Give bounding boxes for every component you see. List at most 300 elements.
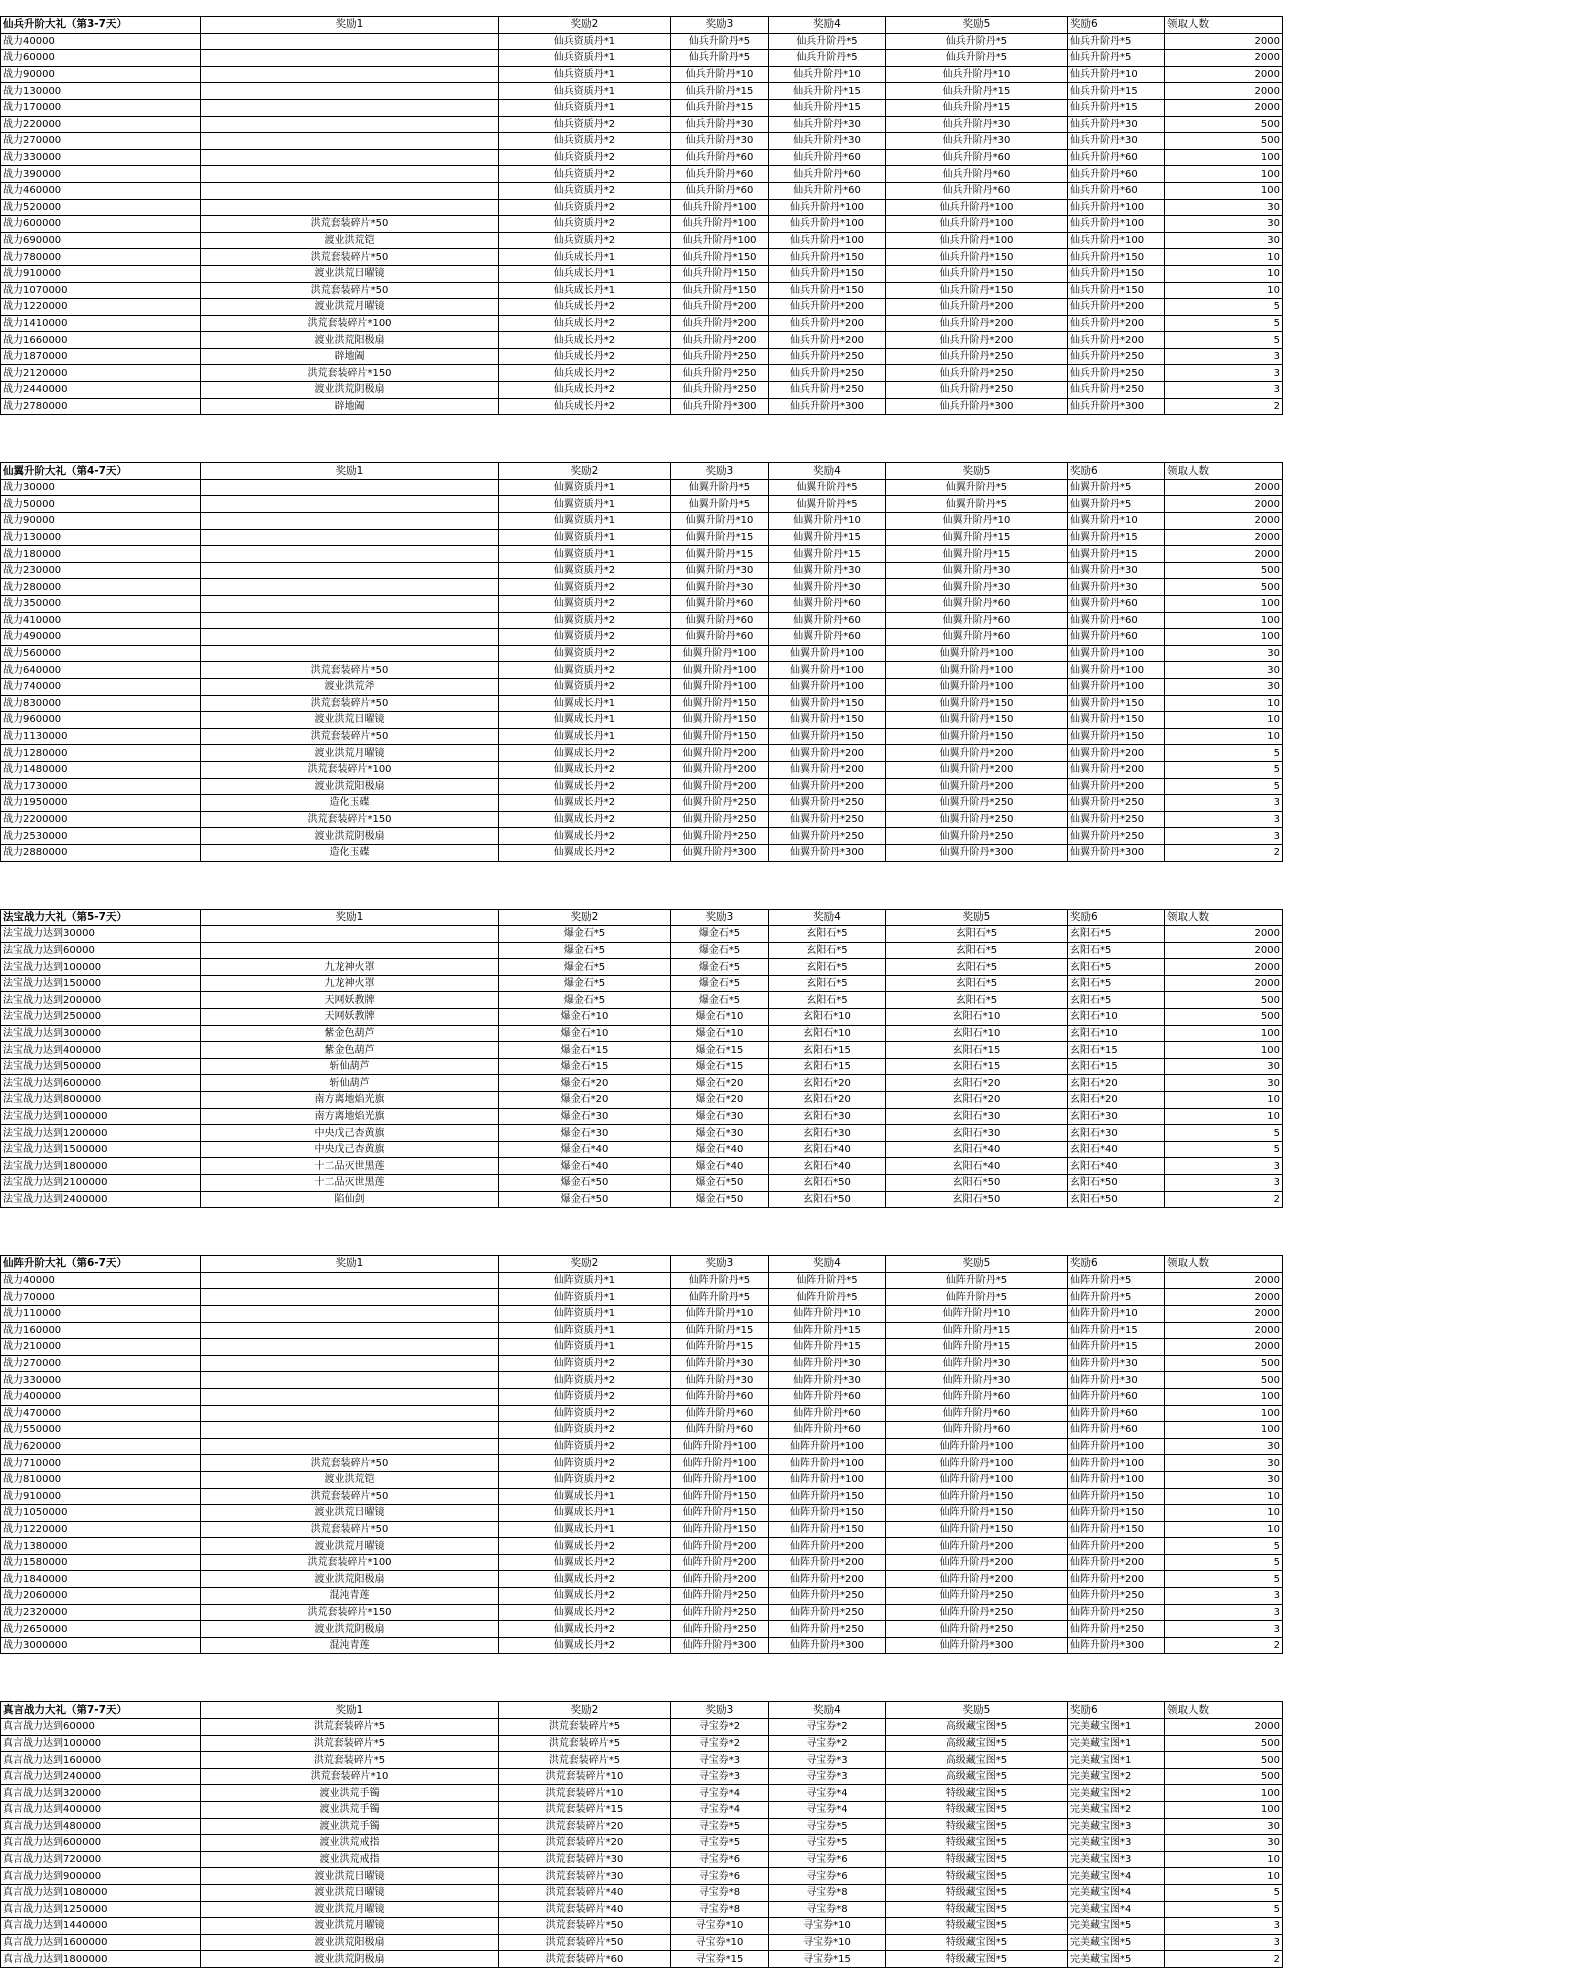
column-header[interactable]: 领取人数: [1165, 463, 1283, 480]
reward-cell[interactable]: 混沌青莲: [201, 1588, 499, 1605]
reward-cell[interactable]: 爆金石*5: [499, 942, 671, 959]
reward-cell[interactable]: 仙翼资质丹*1: [499, 529, 671, 546]
reward-cell[interactable]: 仙翼升阶丹*5: [671, 479, 769, 496]
reward-cell[interactable]: 仙兵升阶丹*150: [1068, 265, 1165, 282]
row-label-cell[interactable]: 战力1050000: [1, 1505, 201, 1522]
reward-cell[interactable]: 寻宝券*6: [671, 1851, 769, 1868]
row-label-cell[interactable]: 战力90000: [1, 66, 201, 83]
row-label-cell[interactable]: 战力1220000: [1, 1521, 201, 1538]
reward-cell[interactable]: 玄阳石*30: [1068, 1108, 1165, 1125]
row-label-cell[interactable]: 战力270000: [1, 1355, 201, 1372]
reward-cell[interactable]: 仙翼升阶丹*100: [769, 678, 886, 695]
reward-cell[interactable]: 仙翼成长丹*2: [499, 795, 671, 812]
reward-cell[interactable]: 渡业洪荒戒指: [201, 1851, 499, 1868]
claim-count-cell[interactable]: 3: [1165, 828, 1283, 845]
row-label-cell[interactable]: 战力1220000: [1, 299, 201, 316]
reward-cell[interactable]: 仙兵升阶丹*250: [769, 382, 886, 399]
reward-cell[interactable]: [201, 529, 499, 546]
reward-cell[interactable]: 寻宝券*8: [671, 1884, 769, 1901]
reward-cell[interactable]: 仙兵升阶丹*100: [886, 216, 1068, 233]
reward-cell[interactable]: 仙兵升阶丹*60: [769, 182, 886, 199]
reward-cell[interactable]: 爆金石*15: [671, 1042, 769, 1059]
table-title[interactable]: 仙翼升阶大礼（第4-7天）: [1, 463, 201, 480]
reward-cell[interactable]: 玄阳石*5: [1068, 992, 1165, 1009]
reward-cell[interactable]: 渡业洪荒日曜镜: [201, 1884, 499, 1901]
reward-cell[interactable]: 爆金石*30: [671, 1108, 769, 1125]
reward-cell[interactable]: 仙阵升阶丹*30: [769, 1355, 886, 1372]
reward-cell[interactable]: 仙翼升阶丹*200: [769, 761, 886, 778]
reward-cell[interactable]: 仙阵升阶丹*200: [769, 1538, 886, 1555]
claim-count-cell[interactable]: 3: [1165, 1158, 1283, 1175]
claim-count-cell[interactable]: 100: [1165, 1388, 1283, 1405]
reward-cell[interactable]: 寻宝券*4: [671, 1802, 769, 1819]
reward-cell[interactable]: 仙兵升阶丹*60: [1068, 182, 1165, 199]
row-label-cell[interactable]: 战力1660000: [1, 332, 201, 349]
reward-cell[interactable]: 完美藏宝图*2: [1068, 1768, 1165, 1785]
row-label-cell[interactable]: 法宝战力达到1800000: [1, 1158, 201, 1175]
reward-cell[interactable]: 仙翼升阶丹*30: [769, 562, 886, 579]
reward-cell[interactable]: 特级藏宝图*5: [886, 1851, 1068, 1868]
reward-cell[interactable]: 仙翼升阶丹*30: [1068, 562, 1165, 579]
reward-cell[interactable]: 仙阵升阶丹*5: [886, 1272, 1068, 1289]
reward-cell[interactable]: 仙阵升阶丹*60: [769, 1388, 886, 1405]
reward-cell[interactable]: 玄阳石*20: [886, 1075, 1068, 1092]
reward-cell[interactable]: 仙阵升阶丹*10: [769, 1305, 886, 1322]
claim-count-cell[interactable]: 500: [1165, 579, 1283, 596]
reward-cell[interactable]: 洪荒套装碎片*50: [201, 282, 499, 299]
reward-cell[interactable]: 仙兵升阶丹*60: [671, 182, 769, 199]
reward-cell[interactable]: 仙兵升阶丹*15: [769, 99, 886, 116]
reward-cell[interactable]: 仙兵升阶丹*15: [1068, 83, 1165, 100]
reward-cell[interactable]: 玄阳石*30: [886, 1125, 1068, 1142]
reward-cell[interactable]: 洪荒套装碎片*5: [499, 1735, 671, 1752]
row-label-cell[interactable]: 法宝战力达到250000: [1, 1009, 201, 1026]
reward-cell[interactable]: 仙翼升阶丹*15: [886, 529, 1068, 546]
reward-cell[interactable]: 特级藏宝图*5: [886, 1868, 1068, 1885]
row-label-cell[interactable]: 法宝战力达到500000: [1, 1058, 201, 1075]
reward-cell[interactable]: 爆金石*10: [671, 1025, 769, 1042]
reward-cell[interactable]: 仙阵升阶丹*100: [886, 1471, 1068, 1488]
reward-cell[interactable]: 寻宝券*3: [769, 1768, 886, 1785]
reward-cell[interactable]: 完美藏宝图*5: [1068, 1934, 1165, 1951]
reward-cell[interactable]: 仙阵升阶丹*100: [1068, 1471, 1165, 1488]
claim-count-cell[interactable]: 2000: [1165, 1339, 1283, 1356]
column-header[interactable]: 奖励1: [201, 463, 499, 480]
claim-count-cell[interactable]: 2: [1165, 398, 1283, 415]
claim-count-cell[interactable]: 100: [1165, 596, 1283, 613]
reward-cell[interactable]: 高级藏宝图*5: [886, 1768, 1068, 1785]
reward-cell[interactable]: 仙翼升阶丹*100: [671, 678, 769, 695]
reward-cell[interactable]: 仙阵升阶丹*15: [769, 1322, 886, 1339]
reward-cell[interactable]: 仙翼升阶丹*250: [769, 795, 886, 812]
reward-cell[interactable]: 南方离地焰光旗: [201, 1092, 499, 1109]
reward-cell[interactable]: 渡业洪荒阳极扇: [201, 1934, 499, 1951]
reward-cell[interactable]: 爆金石*10: [671, 1009, 769, 1026]
reward-cell[interactable]: 仙阵升阶丹*5: [886, 1289, 1068, 1306]
reward-cell[interactable]: 玄阳石*20: [1068, 1075, 1165, 1092]
reward-cell[interactable]: [201, 83, 499, 100]
reward-cell[interactable]: 九龙神火罩: [201, 959, 499, 976]
reward-cell[interactable]: 仙翼升阶丹*150: [1068, 712, 1165, 729]
reward-cell[interactable]: 仙阵升阶丹*60: [886, 1422, 1068, 1439]
reward-cell[interactable]: 完美藏宝图*2: [1068, 1802, 1165, 1819]
reward-cell[interactable]: 寻宝券*3: [769, 1752, 886, 1769]
reward-cell[interactable]: 仙翼升阶丹*250: [1068, 811, 1165, 828]
reward-cell[interactable]: 爆金石*40: [499, 1141, 671, 1158]
reward-cell[interactable]: 仙阵升阶丹*100: [886, 1438, 1068, 1455]
column-header[interactable]: 奖励3: [671, 1702, 769, 1719]
claim-count-cell[interactable]: 2000: [1165, 1289, 1283, 1306]
reward-cell[interactable]: 玄阳石*15: [886, 1058, 1068, 1075]
reward-cell[interactable]: 仙翼成长丹*2: [499, 811, 671, 828]
reward-cell[interactable]: 玄阳石*5: [1068, 975, 1165, 992]
reward-cell[interactable]: 紫金色葫芦: [201, 1025, 499, 1042]
reward-cell[interactable]: 混沌青莲: [201, 1637, 499, 1654]
reward-cell[interactable]: 仙阵升阶丹*60: [1068, 1422, 1165, 1439]
reward-cell[interactable]: 仙阵升阶丹*15: [886, 1322, 1068, 1339]
reward-cell[interactable]: 寻宝券*5: [671, 1835, 769, 1852]
reward-cell[interactable]: 仙阵升阶丹*100: [769, 1471, 886, 1488]
reward-cell[interactable]: [201, 133, 499, 150]
reward-cell[interactable]: 仙兵升阶丹*5: [886, 50, 1068, 67]
reward-cell[interactable]: 仙阵升阶丹*5: [1068, 1272, 1165, 1289]
row-label-cell[interactable]: 真言战力达到1600000: [1, 1934, 201, 1951]
reward-cell[interactable]: 仙翼成长丹*2: [499, 745, 671, 762]
reward-cell[interactable]: 爆金石*15: [671, 1058, 769, 1075]
reward-cell[interactable]: 仙兵资质丹*1: [499, 33, 671, 50]
reward-cell[interactable]: [201, 612, 499, 629]
claim-count-cell[interactable]: 2000: [1165, 1322, 1283, 1339]
reward-cell[interactable]: 特级藏宝图*5: [886, 1818, 1068, 1835]
reward-cell[interactable]: 仙兵升阶丹*150: [1068, 282, 1165, 299]
reward-cell[interactable]: 仙兵资质丹*1: [499, 50, 671, 67]
row-label-cell[interactable]: 法宝战力达到400000: [1, 1042, 201, 1059]
reward-cell[interactable]: 完美藏宝图*5: [1068, 1951, 1165, 1968]
reward-cell[interactable]: 渡业洪荒日曜镜: [201, 265, 499, 282]
reward-cell[interactable]: 仙兵升阶丹*100: [769, 232, 886, 249]
reward-cell[interactable]: 仙翼升阶丹*15: [1068, 529, 1165, 546]
row-label-cell[interactable]: 战力2880000: [1, 844, 201, 861]
reward-cell[interactable]: 仙阵升阶丹*15: [671, 1339, 769, 1356]
row-label-cell[interactable]: 战力60000: [1, 50, 201, 67]
reward-cell[interactable]: 爆金石*20: [499, 1075, 671, 1092]
claim-count-cell[interactable]: 100: [1165, 182, 1283, 199]
claim-count-cell[interactable]: 5: [1165, 745, 1283, 762]
reward-cell[interactable]: 仙翼升阶丹*100: [886, 662, 1068, 679]
claim-count-cell[interactable]: 5: [1165, 1571, 1283, 1588]
reward-cell[interactable]: 仙翼升阶丹*250: [886, 811, 1068, 828]
reward-cell[interactable]: 仙翼升阶丹*10: [1068, 513, 1165, 530]
reward-cell[interactable]: 玄阳石*10: [1068, 1009, 1165, 1026]
reward-cell[interactable]: 仙阵升阶丹*10: [1068, 1305, 1165, 1322]
reward-cell[interactable]: 爆金石*30: [499, 1108, 671, 1125]
reward-cell[interactable]: 仙兵升阶丹*15: [671, 99, 769, 116]
reward-cell[interactable]: 仙阵升阶丹*5: [769, 1272, 886, 1289]
reward-cell[interactable]: 仙兵升阶丹*30: [769, 116, 886, 133]
reward-cell[interactable]: 仙阵升阶丹*300: [671, 1637, 769, 1654]
reward-cell[interactable]: 渡业洪荒月曜镜: [201, 1538, 499, 1555]
claim-count-cell[interactable]: 3: [1165, 382, 1283, 399]
claim-count-cell[interactable]: 500: [1165, 116, 1283, 133]
reward-cell[interactable]: 仙翼升阶丹*200: [769, 745, 886, 762]
reward-cell[interactable]: 仙翼升阶丹*200: [671, 761, 769, 778]
reward-cell[interactable]: 仙兵升阶丹*250: [769, 348, 886, 365]
claim-count-cell[interactable]: 10: [1165, 1488, 1283, 1505]
claim-count-cell[interactable]: 2000: [1165, 959, 1283, 976]
reward-cell[interactable]: 仙阵升阶丹*150: [671, 1505, 769, 1522]
claim-count-cell[interactable]: 10: [1165, 282, 1283, 299]
reward-cell[interactable]: 仙兵成长丹*2: [499, 398, 671, 415]
reward-cell[interactable]: 仙翼资质丹*2: [499, 579, 671, 596]
reward-cell[interactable]: 仙翼升阶丹*150: [769, 728, 886, 745]
claim-count-cell[interactable]: 5: [1165, 1884, 1283, 1901]
row-label-cell[interactable]: 战力2650000: [1, 1621, 201, 1638]
claim-count-cell[interactable]: 2000: [1165, 546, 1283, 563]
reward-cell[interactable]: 完美藏宝图*1: [1068, 1752, 1165, 1769]
claim-count-cell[interactable]: 30: [1165, 678, 1283, 695]
row-label-cell[interactable]: 战力330000: [1, 149, 201, 166]
reward-cell[interactable]: 仙翼升阶丹*250: [886, 795, 1068, 812]
reward-cell[interactable]: 爆金石*5: [499, 926, 671, 943]
reward-cell[interactable]: 洪荒套装碎片*100: [201, 761, 499, 778]
claim-count-cell[interactable]: 2: [1165, 1191, 1283, 1208]
reward-cell[interactable]: 洪荒套装碎片*10: [499, 1785, 671, 1802]
reward-cell[interactable]: 仙阵升阶丹*250: [886, 1588, 1068, 1605]
row-label-cell[interactable]: 战力1410000: [1, 315, 201, 332]
row-label-cell[interactable]: 战力270000: [1, 133, 201, 150]
reward-cell[interactable]: 爆金石*5: [671, 992, 769, 1009]
reward-cell[interactable]: 仙阵资质丹*2: [499, 1455, 671, 1472]
row-label-cell[interactable]: 法宝战力达到800000: [1, 1092, 201, 1109]
row-label-cell[interactable]: 战力410000: [1, 612, 201, 629]
reward-cell[interactable]: 仙阵升阶丹*100: [671, 1455, 769, 1472]
reward-cell[interactable]: 玄阳石*5: [886, 992, 1068, 1009]
reward-cell[interactable]: 仙翼升阶丹*200: [769, 778, 886, 795]
reward-cell[interactable]: 仙阵升阶丹*200: [886, 1571, 1068, 1588]
reward-cell[interactable]: [201, 1388, 499, 1405]
reward-cell[interactable]: 仙兵升阶丹*300: [671, 398, 769, 415]
row-label-cell[interactable]: 战力280000: [1, 579, 201, 596]
reward-cell[interactable]: [201, 496, 499, 513]
reward-cell[interactable]: 仙兵升阶丹*30: [886, 133, 1068, 150]
reward-cell[interactable]: 仙兵升阶丹*300: [769, 398, 886, 415]
reward-cell[interactable]: 玄阳石*5: [769, 975, 886, 992]
reward-cell[interactable]: 仙兵升阶丹*200: [1068, 332, 1165, 349]
reward-cell[interactable]: 仙翼升阶丹*30: [671, 579, 769, 596]
reward-cell[interactable]: 仙兵升阶丹*100: [671, 232, 769, 249]
claim-count-cell[interactable]: 500: [1165, 1768, 1283, 1785]
reward-cell[interactable]: 完美藏宝图*4: [1068, 1884, 1165, 1901]
reward-cell[interactable]: [201, 479, 499, 496]
reward-cell[interactable]: 特级藏宝图*5: [886, 1934, 1068, 1951]
claim-count-cell[interactable]: 30: [1165, 1471, 1283, 1488]
reward-cell[interactable]: [201, 149, 499, 166]
column-header[interactable]: 奖励1: [201, 17, 499, 34]
column-header[interactable]: 领取人数: [1165, 1702, 1283, 1719]
claim-count-cell[interactable]: 30: [1165, 1835, 1283, 1852]
claim-count-cell[interactable]: 2000: [1165, 1719, 1283, 1736]
reward-cell[interactable]: 仙兵升阶丹*10: [1068, 66, 1165, 83]
column-header[interactable]: 奖励2: [499, 1256, 671, 1273]
reward-cell[interactable]: 洪荒套装碎片*150: [201, 365, 499, 382]
reward-cell[interactable]: [201, 1422, 499, 1439]
reward-cell[interactable]: 仙阵升阶丹*30: [886, 1372, 1068, 1389]
reward-cell[interactable]: 仙阵资质丹*2: [499, 1388, 671, 1405]
claim-count-cell[interactable]: 5: [1165, 315, 1283, 332]
reward-cell[interactable]: 仙阵升阶丹*300: [886, 1637, 1068, 1654]
reward-cell[interactable]: 玄阳石*10: [1068, 1025, 1165, 1042]
reward-cell[interactable]: 寻宝券*5: [769, 1835, 886, 1852]
row-label-cell[interactable]: 战力210000: [1, 1339, 201, 1356]
reward-cell[interactable]: 仙兵升阶丹*15: [769, 83, 886, 100]
reward-cell[interactable]: 仙翼升阶丹*300: [769, 844, 886, 861]
reward-cell[interactable]: 仙翼资质丹*1: [499, 546, 671, 563]
reward-cell[interactable]: [201, 579, 499, 596]
reward-cell[interactable]: 仙阵升阶丹*250: [886, 1621, 1068, 1638]
claim-count-cell[interactable]: 30: [1165, 1818, 1283, 1835]
reward-cell[interactable]: 辟地阖: [201, 348, 499, 365]
reward-cell[interactable]: 爆金石*5: [499, 992, 671, 1009]
reward-cell[interactable]: 仙兵升阶丹*300: [1068, 398, 1165, 415]
row-label-cell[interactable]: 战力520000: [1, 199, 201, 216]
claim-count-cell[interactable]: 10: [1165, 712, 1283, 729]
row-label-cell[interactable]: 战力910000: [1, 1488, 201, 1505]
claim-count-cell[interactable]: 100: [1165, 1025, 1283, 1042]
reward-cell[interactable]: 仙兵升阶丹*5: [671, 33, 769, 50]
claim-count-cell[interactable]: 2000: [1165, 99, 1283, 116]
claim-count-cell[interactable]: 30: [1165, 232, 1283, 249]
reward-cell[interactable]: 仙翼升阶丹*30: [886, 579, 1068, 596]
reward-cell[interactable]: 仙翼升阶丹*150: [1068, 728, 1165, 745]
reward-cell[interactable]: 玄阳石*5: [769, 942, 886, 959]
reward-cell[interactable]: 仙兵升阶丹*250: [671, 365, 769, 382]
reward-cell[interactable]: 寻宝券*6: [769, 1851, 886, 1868]
column-header[interactable]: 奖励5: [886, 1702, 1068, 1719]
reward-cell[interactable]: 仙兵资质丹*1: [499, 83, 671, 100]
reward-cell[interactable]: 仙兵升阶丹*200: [769, 299, 886, 316]
reward-cell[interactable]: 洪荒套装碎片*50: [499, 1934, 671, 1951]
reward-cell[interactable]: 造化玉碟: [201, 844, 499, 861]
reward-cell[interactable]: 仙兵资质丹*2: [499, 149, 671, 166]
row-label-cell[interactable]: 法宝战力达到1000000: [1, 1108, 201, 1125]
reward-cell[interactable]: 玄阳石*30: [886, 1108, 1068, 1125]
reward-cell[interactable]: 洪荒套装碎片*5: [201, 1752, 499, 1769]
reward-cell[interactable]: 仙阵升阶丹*150: [886, 1488, 1068, 1505]
reward-cell[interactable]: 仙翼成长丹*2: [499, 1588, 671, 1605]
reward-cell[interactable]: 渡业洪荒手镯: [201, 1802, 499, 1819]
claim-count-cell[interactable]: 3: [1165, 1175, 1283, 1192]
reward-cell[interactable]: 仙兵升阶丹*15: [886, 99, 1068, 116]
reward-cell[interactable]: 仙兵升阶丹*5: [671, 50, 769, 67]
reward-cell[interactable]: 中央戊己杏黄旗: [201, 1141, 499, 1158]
reward-cell[interactable]: 寻宝券*2: [671, 1719, 769, 1736]
reward-cell[interactable]: 仙兵升阶丹*200: [769, 332, 886, 349]
row-label-cell[interactable]: 法宝战力达到1200000: [1, 1125, 201, 1142]
reward-cell[interactable]: 仙阵升阶丹*30: [671, 1355, 769, 1372]
reward-cell[interactable]: 仙兵升阶丹*60: [671, 166, 769, 183]
reward-cell[interactable]: 斩仙葫芦: [201, 1058, 499, 1075]
reward-cell[interactable]: 仙兵升阶丹*60: [886, 166, 1068, 183]
reward-cell[interactable]: 仙翼升阶丹*60: [886, 596, 1068, 613]
reward-cell[interactable]: [201, 1339, 499, 1356]
claim-count-cell[interactable]: 3: [1165, 365, 1283, 382]
reward-cell[interactable]: 仙翼升阶丹*100: [886, 678, 1068, 695]
row-label-cell[interactable]: 战力70000: [1, 1289, 201, 1306]
reward-cell[interactable]: 仙阵升阶丹*150: [1068, 1488, 1165, 1505]
reward-cell[interactable]: 洪荒套装碎片*5: [499, 1752, 671, 1769]
reward-cell[interactable]: 仙翼升阶丹*15: [769, 546, 886, 563]
reward-cell[interactable]: 寻宝券*8: [769, 1901, 886, 1918]
reward-cell[interactable]: 玄阳石*5: [769, 926, 886, 943]
reward-cell[interactable]: 仙阵资质丹*2: [499, 1372, 671, 1389]
claim-count-cell[interactable]: 5: [1165, 1538, 1283, 1555]
reward-cell[interactable]: 玄阳石*10: [769, 1025, 886, 1042]
reward-cell[interactable]: [201, 645, 499, 662]
reward-cell[interactable]: 仙翼升阶丹*60: [769, 596, 886, 613]
reward-cell[interactable]: 仙阵升阶丹*150: [769, 1488, 886, 1505]
reward-cell[interactable]: 渡业洪荒戒指: [201, 1835, 499, 1852]
reward-cell[interactable]: 仙兵升阶丹*150: [886, 249, 1068, 266]
reward-cell[interactable]: 仙翼升阶丹*10: [769, 513, 886, 530]
row-label-cell[interactable]: 战力170000: [1, 99, 201, 116]
reward-cell[interactable]: 仙翼升阶丹*150: [886, 712, 1068, 729]
reward-cell[interactable]: 玄阳石*5: [769, 959, 886, 976]
reward-cell[interactable]: 仙翼资质丹*2: [499, 662, 671, 679]
reward-cell[interactable]: 洪荒套装碎片*20: [499, 1818, 671, 1835]
column-header[interactable]: 奖励5: [886, 17, 1068, 34]
reward-cell[interactable]: 仙阵升阶丹*60: [886, 1405, 1068, 1422]
reward-cell[interactable]: 仙阵升阶丹*150: [769, 1505, 886, 1522]
reward-cell[interactable]: 仙翼升阶丹*30: [671, 562, 769, 579]
reward-cell[interactable]: 仙阵升阶丹*150: [671, 1521, 769, 1538]
reward-cell[interactable]: 寻宝券*10: [671, 1934, 769, 1951]
reward-cell[interactable]: 仙兵升阶丹*60: [1068, 166, 1165, 183]
reward-cell[interactable]: 爆金石*40: [499, 1158, 671, 1175]
claim-count-cell[interactable]: 5: [1165, 332, 1283, 349]
reward-cell[interactable]: 仙兵升阶丹*100: [1068, 232, 1165, 249]
reward-cell[interactable]: 仙翼升阶丹*15: [769, 529, 886, 546]
claim-count-cell[interactable]: 2000: [1165, 529, 1283, 546]
reward-cell[interactable]: 仙阵升阶丹*200: [671, 1571, 769, 1588]
reward-cell[interactable]: 仙翼升阶丹*60: [671, 596, 769, 613]
row-label-cell[interactable]: 战力50000: [1, 496, 201, 513]
reward-cell[interactable]: 仙兵升阶丹*150: [1068, 249, 1165, 266]
reward-cell[interactable]: 仙翼升阶丹*60: [671, 629, 769, 646]
claim-count-cell[interactable]: 100: [1165, 629, 1283, 646]
column-header[interactable]: 奖励1: [201, 1256, 499, 1273]
reward-cell[interactable]: 仙翼成长丹*1: [499, 1505, 671, 1522]
claim-count-cell[interactable]: 2000: [1165, 975, 1283, 992]
reward-cell[interactable]: 洪荒套装碎片*50: [201, 1521, 499, 1538]
reward-cell[interactable]: 爆金石*30: [671, 1125, 769, 1142]
reward-cell[interactable]: 渡业洪荒阳极扇: [201, 332, 499, 349]
reward-cell[interactable]: 仙翼升阶丹*60: [886, 612, 1068, 629]
reward-cell[interactable]: 仙阵升阶丹*15: [671, 1322, 769, 1339]
reward-cell[interactable]: 仙翼升阶丹*150: [671, 695, 769, 712]
reward-cell[interactable]: 洪荒套装碎片*50: [201, 662, 499, 679]
reward-cell[interactable]: 仙翼升阶丹*100: [1068, 678, 1165, 695]
reward-cell[interactable]: 洪荒套装碎片*50: [499, 1918, 671, 1935]
reward-cell[interactable]: 仙兵成长丹*1: [499, 249, 671, 266]
reward-cell[interactable]: 玄阳石*40: [886, 1141, 1068, 1158]
reward-cell[interactable]: 仙兵升阶丹*200: [886, 299, 1068, 316]
reward-cell[interactable]: 仙翼升阶丹*5: [1068, 496, 1165, 513]
reward-cell[interactable]: [201, 199, 499, 216]
reward-cell[interactable]: 仙阵升阶丹*250: [1068, 1604, 1165, 1621]
reward-cell[interactable]: 仙兵成长丹*2: [499, 299, 671, 316]
row-label-cell[interactable]: 法宝战力达到600000: [1, 1075, 201, 1092]
claim-count-cell[interactable]: 10: [1165, 1092, 1283, 1109]
